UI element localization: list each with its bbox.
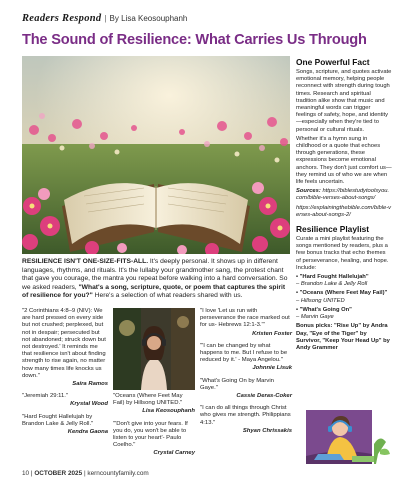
quote-author: Saira Ramos xyxy=(72,381,108,388)
quote-text: "'Don't give into your fears. If you do, you won't be able to listen to your heart'- Paulo Coelho." xyxy=(113,420,188,449)
playlist-title: Resilience Playlist xyxy=(296,224,370,235)
sidebar-fact-box xyxy=(296,57,392,354)
source-link-2[interactable]: https://explainingthebible.com/bible-verses-about-songs-2/ xyxy=(296,204,392,218)
intro-paragraph xyxy=(22,258,292,301)
playlist-song: • "Oceans (Where Feet May Fail)" xyxy=(296,290,388,297)
quote-text: "2 Corinthians 4:8–9 (NIV): We are hard pressed on every side but not crushed; perplexed, but not in despair; persecuted but not abandoned; struck down but not destroyed.' It reminds me that resilience isn't about finding strength to rise again, no matter how many times life knocks us down." xyxy=(22,308,106,379)
listening-girl-illustration xyxy=(300,404,392,468)
site-link[interactable]: kerncountyfamily.com xyxy=(87,470,149,477)
sources-label: Sources: xyxy=(296,188,321,195)
headline: The Sound of Resilience: What Carries Us Through xyxy=(22,32,367,48)
playlist-item xyxy=(296,274,392,288)
footer-separator: | xyxy=(30,470,35,477)
playlist-song: • "What's Going On" xyxy=(296,306,352,313)
page-number: 10 xyxy=(22,470,30,477)
reader-quote xyxy=(200,308,292,338)
quote-text: "What's Going On by Marvin Gaye." xyxy=(200,377,274,391)
intro-body: It's deeply personal. It shows up in different languages, rhythms, and rituals. It's the lullaby your grandmother sang, the protest chant that gave you courage, the mantra you repeat before walking into a hard conversation. So we asked readers, xyxy=(22,258,288,291)
reader-quote xyxy=(22,393,108,408)
section-header xyxy=(22,13,187,24)
quote-text: "'I can be changed by what happens to me. But I refuse to be reduced by it.' - Maya Angelou." xyxy=(200,342,288,364)
header-separator: | xyxy=(104,14,107,23)
reader-quote xyxy=(113,393,195,416)
page-footer xyxy=(22,470,149,477)
sidebar-paragraph-2: Whether it's a hymn sung in childhood or a quote that echoes through generations, these expressions become emotional anchors. They don't just comfort us—they remind us of who we are when life feels uncertain. xyxy=(296,135,392,186)
playlist-intro: Curate a mini playlist featuring the songs mentioned by readers, plus a few bonus tracks that echo themes of perseverance, healing, and hope. Include: xyxy=(296,236,389,271)
quote-author: Lisa Keosouphanh xyxy=(142,408,195,415)
intro-lead: RESILIENCE ISN'T ONE-SIZE-FITS-ALL. xyxy=(22,258,149,265)
girl-with-headphones-photo xyxy=(113,308,195,390)
section-name: Readers Respond xyxy=(22,13,102,24)
quote-author: Crystal Carney xyxy=(153,450,195,457)
reader-quote xyxy=(113,421,195,458)
playlist-item xyxy=(296,290,392,304)
reader-quote xyxy=(22,308,108,388)
intro-tail: Here's a selection of what readers shared with us. xyxy=(92,292,243,299)
quotes-column-2 xyxy=(113,393,195,463)
sidebar-paragraph-1: Songs, scripture, and quotes activate emotional memory, helping people reconnect with strength during tough times. Research and spiritual tradition alike show that music and meaningful words can trigger feelings of safety, hope, and identity—especially when they're tied to personal or cultural rituals. xyxy=(296,69,392,133)
quote-text: "Hard Fought Hallelujah by Brandon Lake & Jelly Roll." xyxy=(22,413,94,427)
quote-author: Krystal Wood xyxy=(70,401,108,408)
reader-quote xyxy=(200,405,292,435)
footer-separator: | xyxy=(83,470,88,477)
playlist-artist: – Marvin Gaye xyxy=(296,314,334,321)
intro-question: "What's a song, scripture, quote, or poem that captures the spirit of resilience for you?" xyxy=(22,283,286,299)
quote-author: Kristen Foster xyxy=(252,330,292,337)
bonus-picks: Bonus picks: "Rise Up" by Andra Day, "Eye of the Tiger" by Survivor, "Keep Your Head Up" by Andy Grammer xyxy=(296,323,390,351)
playlist-artist: – Hillsong UNITED xyxy=(296,297,345,304)
playlist-artist: – Brandon Lake & Jelly Roll xyxy=(296,281,368,288)
quote-text: "I love 'Let us run with perseverance the race marked out for us- Hebrews 12:1-3.'" xyxy=(200,308,290,329)
source-link-1[interactable]: https://biblestudytoolsyou.com/bible-verses-about-songs/ xyxy=(296,188,390,202)
sources xyxy=(296,188,392,202)
hero-photo-book-in-flowers xyxy=(22,56,290,254)
quote-author: Johnnie Lisuk xyxy=(252,365,292,372)
sidebar-title: One Powerful Fact xyxy=(296,57,370,67)
reader-quote xyxy=(22,414,108,437)
quotes-column-3 xyxy=(200,308,292,440)
reader-quote xyxy=(200,343,292,373)
quote-author: Kendra Gaona xyxy=(67,429,108,436)
issue-month: OCTOBER 2025 xyxy=(34,470,83,477)
playlist-item xyxy=(296,307,392,321)
playlist-song: • "Hard Fought Hallelujah" xyxy=(296,274,369,281)
quote-author: Shyan Chrissakis xyxy=(242,427,292,434)
quote-author: Cassie Deras-Coker xyxy=(236,393,292,400)
quote-text: "I can do all things through Christ who gives me strength. Philippians 4:13." xyxy=(200,405,291,426)
byline: By Lisa Keosouphanh xyxy=(109,14,188,23)
quote-text: "Oceans (Where Feet May Fail) by Hillsong UNITED." xyxy=(113,393,183,407)
quotes-column-1 xyxy=(22,308,108,441)
reader-quote xyxy=(200,378,292,401)
quote-text: "Jeremiah 29:11." xyxy=(22,393,68,400)
